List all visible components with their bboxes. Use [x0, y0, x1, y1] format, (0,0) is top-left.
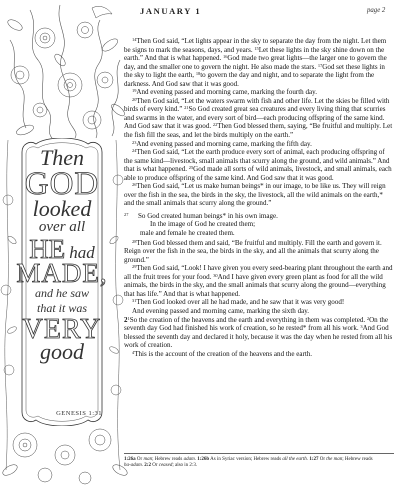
verse-number: 24 [132, 147, 137, 153]
verse-text: Then God said, “Let us make human beings* in our image, to be like us. They will reign over the fish in the sea, the birds in the sky, the livestock, all the wild animals on the earth,* and the small animals that scurry along the ground.” [124, 182, 386, 208]
footnote-text: 1:26a [124, 457, 136, 462]
verse-number: 17 [317, 62, 323, 68]
verse-number: 16 [223, 53, 228, 59]
art-word: MADE, [16, 258, 108, 289]
footnote-text: 1:27 [309, 457, 319, 462]
art-word: GOD [24, 165, 100, 202]
art-word: Then [40, 145, 84, 170]
page-date: JANUARY 1 [140, 6, 202, 16]
art-word: that it was [36, 301, 87, 316]
verse-text: Then God looked over all he had made, and he saw that it was very good! [136, 298, 345, 307]
verse-text: And I have given every green plant as food for all the wild animals, the birds in the sky, and the small animals that scurry along the ground—everything that has life.” And that is what happened. [124, 272, 386, 298]
verse-number: 19 [132, 88, 137, 94]
verse-text: Then God said, “Look! I have given you every seed-bearing plant throughout the earth and all the fruit trees for your food. [124, 264, 393, 281]
poem [124, 211, 394, 238]
footnote-text: man [143, 457, 153, 462]
footnote-text: As in Syriac version; Hebrew reads [209, 457, 283, 462]
footnote-text: Or [150, 463, 159, 469]
footnote-text: ceased [158, 463, 173, 469]
paragraph [124, 182, 394, 208]
art-word: good [40, 338, 84, 364]
verse-number: 15 [254, 45, 259, 51]
paragraph [124, 140, 394, 149]
footnote-text: Or [318, 457, 327, 462]
verse-number: 3 [360, 323, 363, 329]
verse-text: Then God blessed them, saying, “Be fruitful and multiply. Let the fish fill the seas, and let the birds multiply on the earth.” [124, 122, 393, 140]
footnote-text: ; also in 2:3. [172, 463, 198, 469]
art-word: VERY [22, 313, 102, 345]
paragraph [124, 239, 394, 265]
verse-number: 20 [132, 96, 137, 102]
footnote-text: all the earth. [282, 457, 309, 462]
scripture-text [124, 37, 394, 358]
art-word: had [69, 242, 95, 262]
art-word: looked [32, 196, 92, 222]
art-word: HE [29, 233, 66, 264]
paragraph-group [124, 350, 394, 359]
verse-text: And evening passed and morning came, marking the fourth day. [136, 88, 317, 97]
paragraph [124, 298, 394, 307]
poem-line: So God created human beings* in his own image. [138, 211, 278, 220]
verse-text: God made two great lights—the larger one to govern the day, and the smaller one to govern the night. He also made the stars. [124, 54, 387, 71]
verse-number: 18 [195, 71, 201, 76]
verse-number: 21 [184, 105, 189, 111]
verse-text: So God created great sea creatures and every living thing that scurries and swarms in the water, and every sort of bird—each producing offspring of the same kind. And God saw that it was good. [124, 105, 386, 131]
verse-number: 22 [212, 122, 218, 128]
verse-number: 1 [127, 315, 130, 321]
verse-number: 31 [132, 298, 137, 304]
verse-number: 26 [132, 182, 137, 188]
paragraph-group [124, 239, 394, 316]
footnote-text: ha-adam. [124, 463, 144, 469]
footnote-text: Or [135, 457, 144, 462]
verse-text: So the creation of the heavens and the earth and everything in them was completed. [129, 315, 367, 324]
verse-text: God made all sorts of wild animals, livestock, and small animals, each able to produce offspring of the same kind. And God saw that it was good. [124, 165, 392, 182]
art-word: over all [38, 219, 86, 236]
footnotes [124, 457, 394, 470]
verse-text: God set these lights in the sky to light the earth, [124, 62, 385, 80]
verse-text: Let these lights in the sky shine down on the earth.” And that is what happened. [124, 45, 385, 63]
verse-number: 29 [132, 264, 137, 270]
verse-text: And God blessed the seventh day and declared it holy, because it was the day when he rested from all his work of creation. [124, 324, 393, 350]
poem-line: male and female he created them. [140, 229, 235, 238]
verse-number: 4 [132, 349, 135, 355]
paragraph [124, 264, 394, 298]
footnote-divider [124, 453, 394, 454]
verse-text: And evening passed and morning came, marking the fifth day. [136, 139, 312, 148]
footnote-text: 2:2 [144, 463, 151, 469]
verse-number: 28 [132, 238, 137, 244]
art-word: and he saw [35, 286, 89, 301]
paragraph [124, 307, 394, 316]
verse-number: 27 [124, 211, 129, 217]
verse-text: This is the account of the creation of the heavens and the earth. [134, 349, 313, 358]
verse-number: 14 [132, 36, 137, 42]
art-reference: GENESIS 1:31 [56, 410, 102, 417]
verse-text: Then God said, “Let the waters swarm with fish and other life. Let the skies be filled with birds of every kind.” [124, 96, 390, 114]
paragraph [124, 88, 394, 97]
footnote-text: 1:26b [197, 457, 210, 462]
footnote-text: the man [326, 457, 343, 462]
verse-number: 2 [366, 315, 370, 321]
verse-text: to govern the day and night, and to separate the light from the darkness. And God saw that it was good. [124, 71, 375, 88]
verse-number: 25 [188, 165, 194, 171]
verse-number: 30 [213, 272, 218, 278]
verse-number: 23 [132, 139, 137, 145]
paragraph [124, 148, 394, 182]
chapter-number: 2 [124, 315, 128, 324]
verse-text: And evening passed and morning came, marking the sixth day. [132, 306, 310, 315]
footnote-text: adam. [183, 457, 196, 462]
footnote-text: ; Hebrew reads [152, 457, 184, 462]
poem-line: In the image of God he created them; [150, 220, 256, 229]
paragraph-group [124, 37, 394, 208]
verse-text: Then God said, “Let lights appear in the sky to separate the day from the night. Let them be signs to mark the seasons, days, and years. [124, 37, 387, 54]
chapter-two-paragraph [124, 316, 394, 350]
page-number: page 2 [367, 7, 386, 14]
verse-text: Then God said, “Let the earth produce every sort of animal, each producing offspring of the same kind—livestock, small animals that scurry along the ground, and wild animals.” And that is what happened. [124, 148, 390, 174]
paragraph [124, 97, 394, 140]
paragraph [124, 37, 394, 88]
verse-text: Then God blessed them and said, “Be fruitful and multiply. Fill the earth and govern it. Reign over the fish in the sea, the birds in the sky, and all the animals that scurry along the ground.” [124, 238, 382, 264]
footnote-text: ; Hebrew reads [342, 457, 373, 462]
verse-text: On the seventh day God had finished his work of creation, so he rested* from all his work. [124, 315, 389, 333]
verse-art-text [16, 145, 108, 364]
paragraph [124, 350, 394, 359]
footnote-line [124, 463, 394, 469]
